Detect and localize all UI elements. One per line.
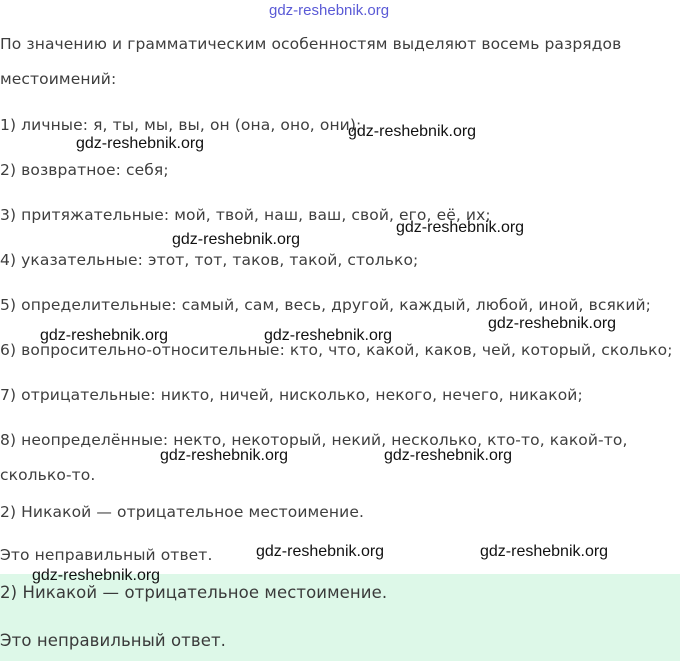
highlighted-answer: 2) Никакой — отрицательное местоимение.: [0, 583, 388, 602]
watermark: gdz-reshebnik.org: [264, 327, 393, 344]
list-item-indefinite-cont: сколько-то.: [0, 466, 96, 484]
list-item-demonstrative: 4) указательные: этот, тот, таков, такой, столько;: [0, 251, 419, 269]
watermark: gdz-reshebnik.org: [76, 135, 205, 152]
watermark: gdz-reshebnik.org: [480, 543, 609, 560]
intro-line-2: местоимений:: [0, 70, 117, 88]
list-item-interrogative: 6) вопросительно-относительные: кто, что, какой, каков, чей, который, сколько;: [0, 341, 673, 359]
list-item-determinative: 5) определительные: самый, сам, весь, другой, каждый, любой, иной, всякий;: [0, 296, 651, 314]
list-item-personal: 1) личные: я, ты, мы, вы, он (она, оно, они);: [0, 116, 362, 134]
highlighted-verdict: Это неправильный ответ.: [0, 631, 227, 650]
watermark: gdz-reshebnik.org: [160, 447, 289, 464]
watermark: gdz-reshebnik.org: [488, 315, 617, 332]
watermark: gdz-reshebnik.org: [32, 567, 161, 584]
choice-verdict: Это неправильный ответ.: [0, 546, 213, 564]
list-item-negative: 7) отрицательные: никто, ничей, нисколько, некого, нечего, никакой;: [0, 386, 583, 404]
highlighted-answer-box: [0, 574, 680, 661]
watermark: gdz-reshebnik.org: [172, 231, 301, 248]
watermark: gdz-reshebnik.org: [396, 219, 525, 236]
watermark: gdz-reshebnik.org: [256, 543, 385, 560]
watermark: gdz-reshebnik.org: [384, 447, 513, 464]
choice-answer: 2) Никакой — отрицательное местоимение.: [0, 503, 364, 521]
list-item-possessive: 3) притяжательные: мой, твой, наш, ваш, свой, его, её, их;: [0, 206, 491, 224]
intro-line-1: По значению и грамматическим особенностям выделяют восемь разрядов: [0, 35, 622, 53]
list-item-indefinite: 8) неопределённые: некто, некоторый, некий, несколько, кто-то, какой-то,: [0, 431, 628, 449]
watermark: gdz-reshebnik.org: [348, 123, 477, 140]
watermark: gdz-reshebnik.org: [40, 327, 169, 344]
list-item-reflexive: 2) возвратное: себя;: [0, 161, 169, 179]
header-watermark: gdz-reshebnik.org: [269, 2, 390, 19]
